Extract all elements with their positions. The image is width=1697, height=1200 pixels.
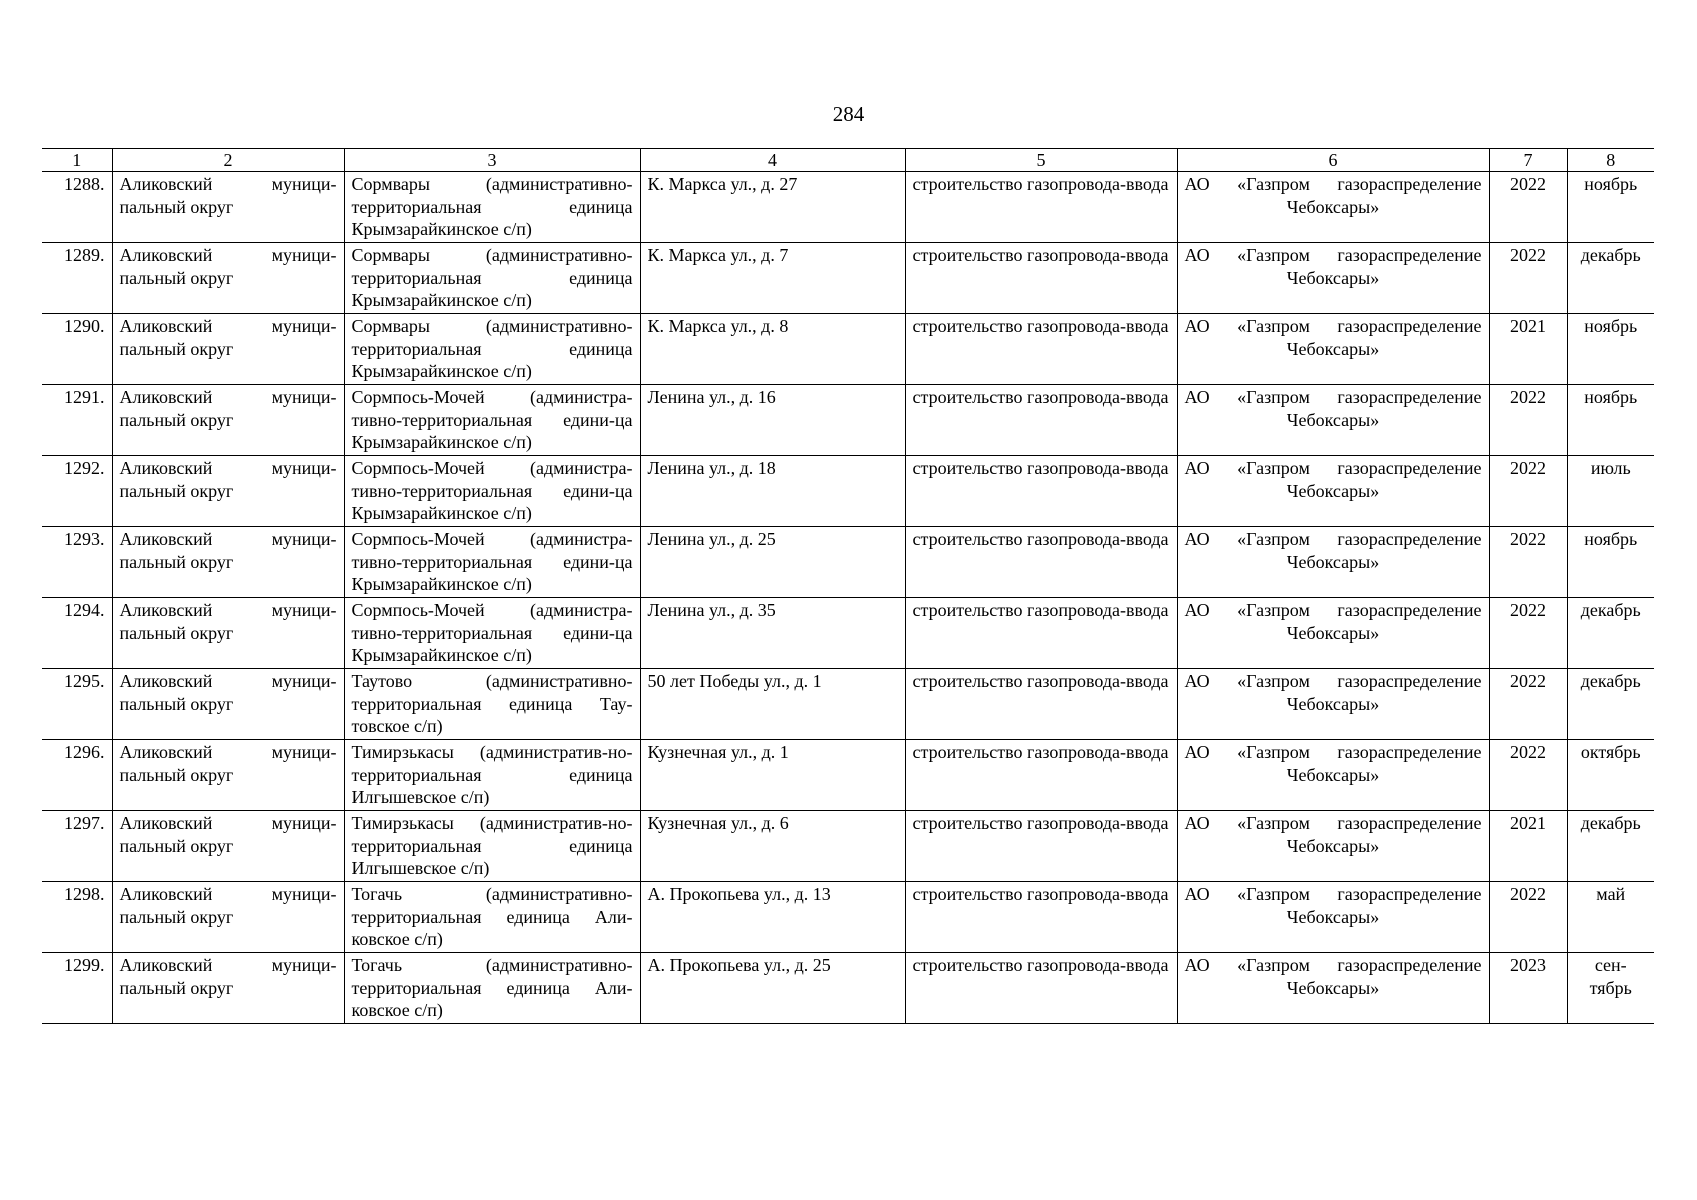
column-numbers-row	[42, 149, 1654, 172]
locality-cell: Тимирзькасы (административ-но-территориальная единица Илгышевское с/п)	[344, 811, 640, 882]
row-number: 1296.	[42, 740, 112, 811]
district-cell: Аликовский муници-пальный округ	[112, 385, 344, 456]
month-cell: ноябрь	[1567, 172, 1654, 243]
district-cell: Аликовский муници-пальный округ	[112, 740, 344, 811]
row-number: 1299.	[42, 953, 112, 1024]
locality-cell: Сормпось-Мочей (администра-тивно-территориальная едини-ца Крымзарайкинское с/п)	[344, 527, 640, 598]
table-row	[42, 527, 1654, 598]
organization-cell: АО «Газпром газораспределение Чебоксары»	[1177, 456, 1489, 527]
month-cell: декабрь	[1567, 811, 1654, 882]
locality-cell: Сормпось-Мочей (администра-тивно-территориальная едини-ца Крымзарайкинское с/п)	[344, 598, 640, 669]
year-cell: 2022	[1489, 243, 1567, 314]
year-cell: 2022	[1489, 385, 1567, 456]
table-row	[42, 740, 1654, 811]
column-header: 5	[905, 149, 1177, 172]
work-type-cell: строительство газопровода-ввода	[905, 172, 1177, 243]
organization-cell: АО «Газпром газораспределение Чебоксары»	[1177, 243, 1489, 314]
address-cell: Кузнечная ул., д. 6	[640, 811, 905, 882]
month-cell: ноябрь	[1567, 385, 1654, 456]
table-row	[42, 598, 1654, 669]
locality-cell: Тимирзькасы (административ-но-территориальная единица Илгышевское с/п)	[344, 740, 640, 811]
column-header: 1	[42, 149, 112, 172]
year-cell: 2022	[1489, 669, 1567, 740]
address-cell: Ленина ул., д. 16	[640, 385, 905, 456]
organization-cell: АО «Газпром газораспределение Чебоксары»	[1177, 527, 1489, 598]
table-row	[42, 385, 1654, 456]
year-cell: 2022	[1489, 172, 1567, 243]
organization-cell: АО «Газпром газораспределение Чебоксары»	[1177, 953, 1489, 1024]
year-cell: 2023	[1489, 953, 1567, 1024]
work-type-cell: строительство газопровода-ввода	[905, 243, 1177, 314]
table-body	[42, 172, 1654, 1024]
month-cell: ноябрь	[1567, 527, 1654, 598]
row-number: 1293.	[42, 527, 112, 598]
year-cell: 2022	[1489, 527, 1567, 598]
year-cell: 2021	[1489, 811, 1567, 882]
table-row	[42, 669, 1654, 740]
month-cell: май	[1567, 882, 1654, 953]
year-cell: 2022	[1489, 456, 1567, 527]
work-type-cell: строительство газопровода-ввода	[905, 882, 1177, 953]
address-cell: 50 лет Победы ул., д. 1	[640, 669, 905, 740]
work-type-cell: строительство газопровода-ввода	[905, 740, 1177, 811]
organization-cell: АО «Газпром газораспределение Чебоксары»	[1177, 172, 1489, 243]
registry-table	[42, 148, 1654, 1024]
year-cell: 2021	[1489, 314, 1567, 385]
organization-cell: АО «Газпром газораспределение Чебоксары»	[1177, 385, 1489, 456]
table-header	[42, 149, 1654, 172]
row-number: 1290.	[42, 314, 112, 385]
month-cell: ноябрь	[1567, 314, 1654, 385]
district-cell: Аликовский муници-пальный округ	[112, 172, 344, 243]
table-row	[42, 314, 1654, 385]
work-type-cell: строительство газопровода-ввода	[905, 527, 1177, 598]
district-cell: Аликовский муници-пальный округ	[112, 243, 344, 314]
locality-cell: Сормпось-Мочей (администра-тивно-территориальная едини-ца Крымзарайкинское с/п)	[344, 456, 640, 527]
organization-cell: АО «Газпром газораспределение Чебоксары»	[1177, 740, 1489, 811]
district-cell: Аликовский муници-пальный округ	[112, 456, 344, 527]
organization-cell: АО «Газпром газораспределение Чебоксары»	[1177, 882, 1489, 953]
locality-cell: Сормвары (административно-территориальная единица Крымзарайкинское с/п)	[344, 172, 640, 243]
month-cell: сен-тябрь	[1567, 953, 1654, 1024]
address-cell: К. Маркса ул., д. 27	[640, 172, 905, 243]
work-type-cell: строительство газопровода-ввода	[905, 669, 1177, 740]
district-cell: Аликовский муници-пальный округ	[112, 669, 344, 740]
locality-cell: Таутово (административно-территориальная единица Тау-товское с/п)	[344, 669, 640, 740]
table-row	[42, 882, 1654, 953]
year-cell: 2022	[1489, 598, 1567, 669]
work-type-cell: строительство газопровода-ввода	[905, 953, 1177, 1024]
district-cell: Аликовский муници-пальный округ	[112, 882, 344, 953]
work-type-cell: строительство газопровода-ввода	[905, 314, 1177, 385]
year-cell: 2022	[1489, 882, 1567, 953]
district-cell: Аликовский муници-пальный округ	[112, 598, 344, 669]
organization-cell: АО «Газпром газораспределение Чебоксары»	[1177, 314, 1489, 385]
address-cell: К. Маркса ул., д. 7	[640, 243, 905, 314]
address-cell: А. Прокопьева ул., д. 25	[640, 953, 905, 1024]
month-cell: декабрь	[1567, 243, 1654, 314]
row-number: 1295.	[42, 669, 112, 740]
work-type-cell: строительство газопровода-ввода	[905, 456, 1177, 527]
address-cell: Кузнечная ул., д. 1	[640, 740, 905, 811]
locality-cell: Сормвары (административно-территориальная единица Крымзарайкинское с/п)	[344, 243, 640, 314]
row-number: 1289.	[42, 243, 112, 314]
organization-cell: АО «Газпром газораспределение Чебоксары»	[1177, 811, 1489, 882]
row-number: 1292.	[42, 456, 112, 527]
address-cell: А. Прокопьева ул., д. 13	[640, 882, 905, 953]
locality-cell: Сормпось-Мочей (администра-тивно-территориальная едини-ца Крымзарайкинское с/п)	[344, 385, 640, 456]
month-cell: октябрь	[1567, 740, 1654, 811]
year-cell: 2022	[1489, 740, 1567, 811]
column-header: 6	[1177, 149, 1489, 172]
district-cell: Аликовский муници-пальный округ	[112, 811, 344, 882]
month-cell: декабрь	[1567, 669, 1654, 740]
work-type-cell: строительство газопровода-ввода	[905, 385, 1177, 456]
page-number: 284	[832, 102, 865, 126]
row-number: 1297.	[42, 811, 112, 882]
table-row	[42, 456, 1654, 527]
district-cell: Аликовский муници-пальный округ	[112, 953, 344, 1024]
month-cell: июль	[1567, 456, 1654, 527]
column-header: 4	[640, 149, 905, 172]
organization-cell: АО «Газпром газораспределение Чебоксары»	[1177, 598, 1489, 669]
work-type-cell: строительство газопровода-ввода	[905, 598, 1177, 669]
column-header: 7	[1489, 149, 1567, 172]
month-cell: декабрь	[1567, 598, 1654, 669]
column-header: 8	[1567, 149, 1654, 172]
column-header: 2	[112, 149, 344, 172]
work-type-cell: строительство газопровода-ввода	[905, 811, 1177, 882]
address-cell: Ленина ул., д. 35	[640, 598, 905, 669]
locality-cell: Тогачь (административно-территориальная единица Али-ковское с/п)	[344, 882, 640, 953]
locality-cell: Сормвары (административно-территориальная единица Крымзарайкинское с/п)	[344, 314, 640, 385]
table-row	[42, 953, 1654, 1024]
table-row	[42, 811, 1654, 882]
row-number: 1294.	[42, 598, 112, 669]
locality-cell: Тогачь (административно-территориальная единица Али-ковское с/п)	[344, 953, 640, 1024]
address-cell: К. Маркса ул., д. 8	[640, 314, 905, 385]
address-cell: Ленина ул., д. 18	[640, 456, 905, 527]
row-number: 1288.	[42, 172, 112, 243]
district-cell: Аликовский муници-пальный округ	[112, 314, 344, 385]
row-number: 1291.	[42, 385, 112, 456]
table-row	[42, 172, 1654, 243]
row-number: 1298.	[42, 882, 112, 953]
district-cell: Аликовский муници-пальный округ	[112, 527, 344, 598]
column-header: 3	[344, 149, 640, 172]
organization-cell: АО «Газпром газораспределение Чебоксары»	[1177, 669, 1489, 740]
address-cell: Ленина ул., д. 25	[640, 527, 905, 598]
table-row	[42, 243, 1654, 314]
